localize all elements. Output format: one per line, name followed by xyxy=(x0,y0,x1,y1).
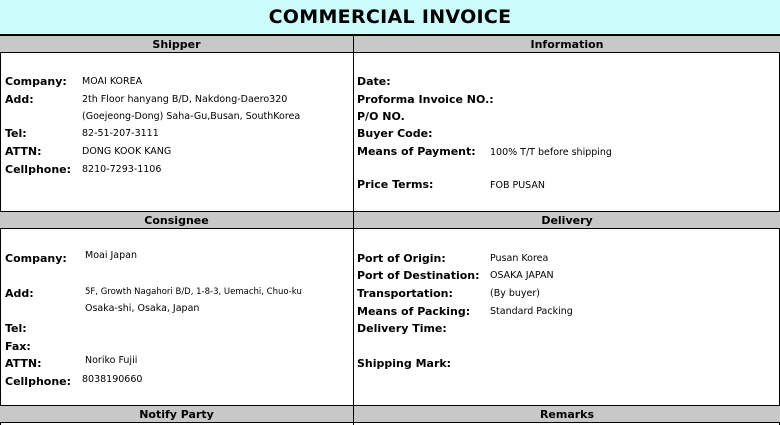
info-date-label: Date: xyxy=(357,75,391,88)
delivery-packing-label: Means of Packing: xyxy=(357,305,471,318)
remarks-header: Remarks xyxy=(354,405,780,423)
shipper-company-label: Company: xyxy=(5,75,67,88)
delivery-origin-value: Pusan Korea xyxy=(490,253,549,264)
delivery-transport-label: Transportation: xyxy=(357,287,453,300)
information-header: Information xyxy=(354,35,780,53)
consignee-cellphone-label: Cellphone: xyxy=(5,375,72,388)
delivery-shipping-mark-label: Shipping Mark: xyxy=(357,357,452,370)
column-divider xyxy=(353,34,354,425)
delivery-header: Delivery xyxy=(354,211,780,229)
consignee-attn-value: Noriko Fujii xyxy=(85,355,138,366)
consignee-attn-label: ATTN: xyxy=(5,357,42,370)
shipper-attn-value: DONG KOOK KANG xyxy=(82,146,172,157)
consignee-fax-label: Fax: xyxy=(5,340,31,353)
delivery-origin-label: Port of Origin: xyxy=(357,252,446,265)
delivery-destination-value: OSAKA JAPAN xyxy=(490,270,554,281)
left-border xyxy=(0,34,1,425)
shipper-header: Shipper xyxy=(0,35,353,53)
consignee-tel-label: Tel: xyxy=(5,322,27,335)
consignee-company-value: Moai Japan xyxy=(85,250,137,261)
delivery-time-label: Delivery Time: xyxy=(357,322,447,335)
shipper-tel-label: Tel: xyxy=(5,127,27,140)
info-po-label: P/O NO. xyxy=(357,110,405,123)
info-payment-value: 100% T/T before shipping xyxy=(490,147,612,158)
notify-party-header: Notify Party xyxy=(0,405,353,423)
shipper-cellphone-value: 8210-7293-1106 xyxy=(82,164,162,175)
shipper-attn-label: ATTN: xyxy=(5,145,42,158)
shipper-add-line2: (Goejeong-Dong) Saha-Gu,Busan, SouthKorea xyxy=(82,111,301,122)
shipper-company-value: MOAI KOREA xyxy=(82,76,143,87)
consignee-add-label: Add: xyxy=(5,287,34,300)
info-buyer-code-label: Buyer Code: xyxy=(357,127,433,140)
shipper-cellphone-label: Cellphone: xyxy=(5,163,72,176)
consignee-company-label: Company: xyxy=(5,252,67,265)
consignee-cellphone-value: 8038190660 xyxy=(82,374,143,385)
delivery-transport-value: (By buyer) xyxy=(490,288,540,299)
info-payment-label: Means of Payment: xyxy=(357,145,476,158)
shipper-add-line1: 2th Floor hanyang B/D, Nakdong-Daero320 xyxy=(82,94,288,105)
consignee-header: Consignee xyxy=(0,211,353,229)
consignee-add-line1: 5F, Growth Nagahori B/D, 1-8-3, Uemachi, Chuo-ku xyxy=(85,287,302,297)
delivery-packing-value: Standard Packing xyxy=(490,306,573,317)
consignee-add-line2: Osaka-shi, Osaka, Japan xyxy=(85,303,200,314)
info-proforma-label: Proforma Invoice NO.: xyxy=(357,93,494,106)
shipper-add-label: Add: xyxy=(5,93,34,106)
info-price-terms-value: FOB PUSAN xyxy=(490,180,545,191)
invoice-title: COMMERCIAL INVOICE xyxy=(0,0,780,35)
delivery-destination-label: Port of Destination: xyxy=(357,269,480,282)
info-price-terms-label: Price Terms: xyxy=(357,178,434,191)
shipper-tel-value: 82-51-207-3111 xyxy=(82,128,159,139)
